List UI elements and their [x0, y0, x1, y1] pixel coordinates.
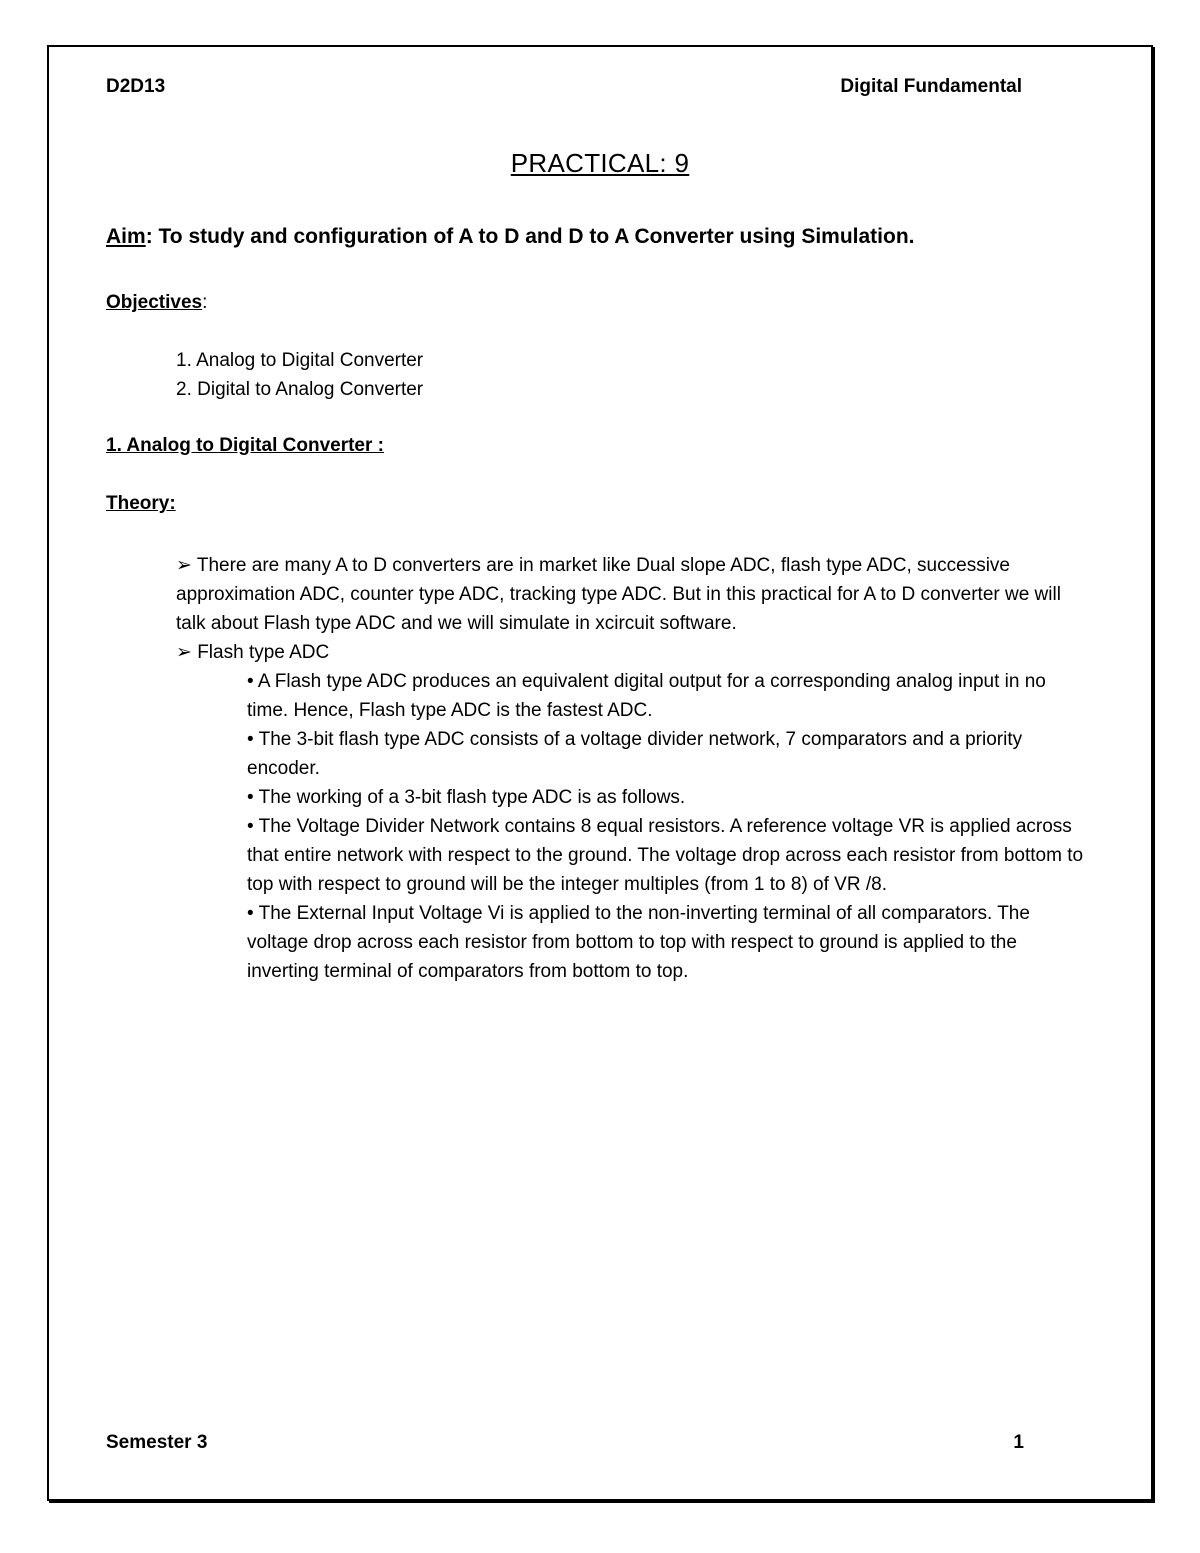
aim-text: : To study and configuration of A to D and D to A Converter using Simulation.	[145, 225, 915, 248]
footer-semester: Semester 3	[106, 1432, 208, 1453]
flash-adc-point: • The 3-bit flash type ADC consists of a voltage divider network, 7 comparators and a priority encoder.	[247, 729, 1023, 779]
objectives-label: Objectives	[106, 292, 203, 313]
objective-item: 2. Digital to Analog Converter	[176, 379, 424, 400]
flash-adc-points	[247, 667, 1086, 986]
page-title	[0, 148, 1200, 179]
objectives-list	[176, 346, 423, 404]
aim-line	[106, 225, 915, 249]
footer-page-number: 1	[1013, 1432, 1024, 1453]
practical-title: PRACTICAL: 9	[510, 148, 690, 178]
theory-bullet-converters: ➢ There are many A to D converters are in market like Dual slope ADC, flash type ADC, successive approximation ADC, counter type ADC, tracking type ADC. But in this practical for A to D converter we will talk about Flash type ADC and we will simulate in xcircuit software.	[176, 555, 1061, 634]
theory-bullet-flash-adc: ➢ Flash type ADC	[176, 642, 330, 663]
theory-heading: Theory:	[106, 493, 176, 514]
aim-label: Aim	[106, 225, 146, 248]
flash-adc-point: • The Voltage Divider Network contains 8 equal resistors. A reference voltage VR is applied across that entire network with respect to the ground. The voltage drop across each resistor from bottom to top with respect to ground will be the integer multiples (from 1 to 8) of VR /8.	[247, 816, 1084, 895]
header-subject: Digital Fundamental	[840, 76, 1022, 97]
flash-adc-point: • The working of a 3-bit flash type ADC is as follows.	[247, 787, 686, 808]
objectives-heading	[106, 292, 207, 314]
section-heading-adc: 1. Analog to Digital Converter :	[106, 435, 384, 456]
objective-item: 1. Analog to Digital Converter	[176, 350, 424, 371]
theory-body	[176, 551, 1086, 986]
flash-adc-point: • A Flash type ADC produces an equivalent digital output for a corresponding analog input in no time. Hence, Flash type ADC is the fastest ADC.	[247, 671, 1046, 721]
header-course-code: D2D13	[106, 76, 166, 97]
objectives-suffix: :	[202, 292, 208, 313]
flash-adc-point: • The External Input Voltage Vi is applied to the non-inverting terminal of all comparators. The voltage drop across each resistor from bottom to top with respect to ground is applied to the inverting terminal of comparators from bottom to top.	[247, 903, 1030, 982]
